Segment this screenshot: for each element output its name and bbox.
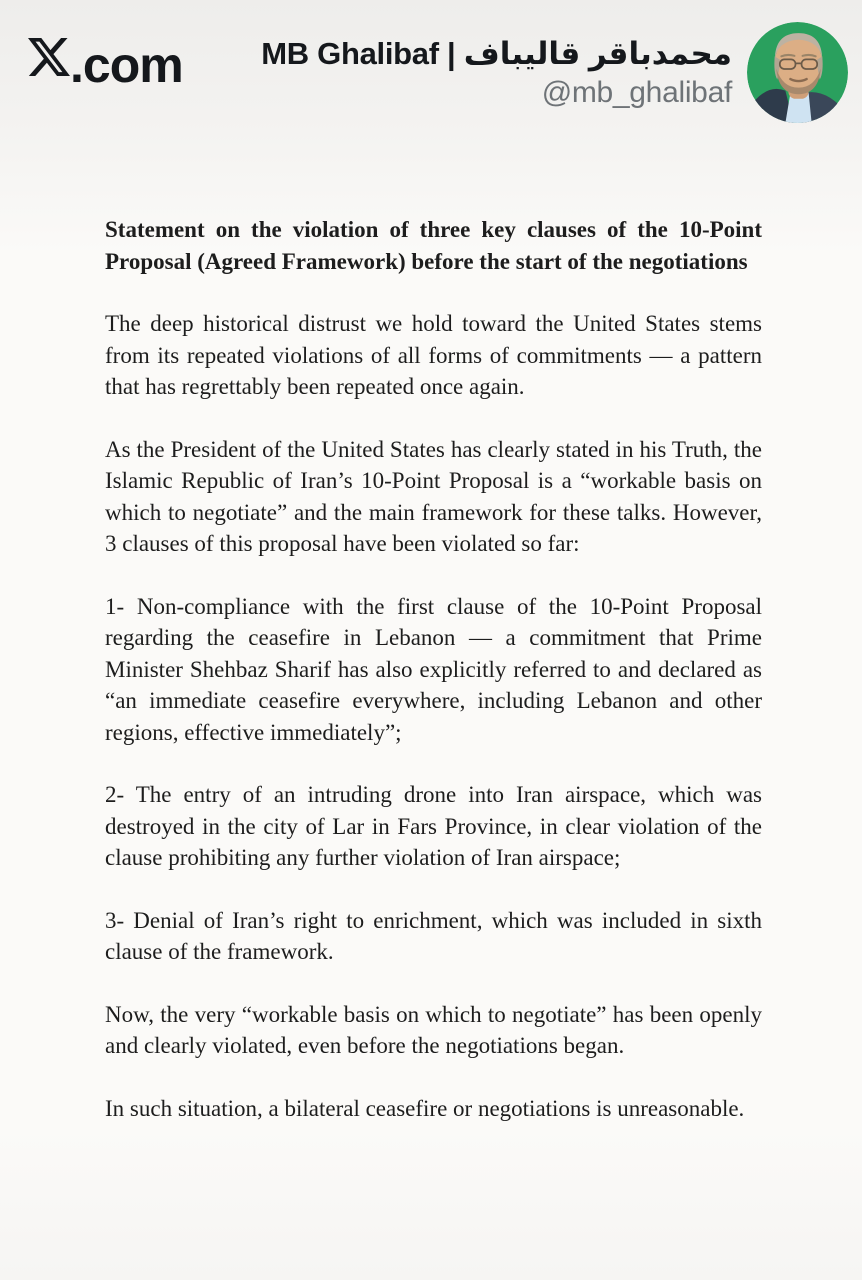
post-header: [0, 0, 862, 140]
x-com-logo: [28, 36, 183, 93]
statement-title: Statement on the violation of three key clauses of the 10-Point Proposal (Agreed Framework) before the start of the negotiations: [105, 217, 762, 274]
user-block: [261, 22, 848, 123]
statement-document: [105, 140, 762, 1124]
statement-paragraph: In such situation, a bilateral ceasefire or negotiations is unreasonable.: [105, 1095, 745, 1121]
avatar: [747, 22, 848, 123]
statement-paragraph: Now, the very “workable basis on which to negotiate” has been openly and clearly violated, even before the negotiations began.: [105, 1001, 762, 1058]
x-logo-icon: [28, 36, 70, 78]
statement-paragraph: As the President of the United States has clearly stated in his Truth, the Islamic Republic of Iran’s 10-Point Proposal is a “workable basis on which to negotiate” and the main framework for these talks. However, 3 clauses of this proposal have been violated so far:: [105, 436, 762, 556]
user-handle: @mb_ghalibaf: [541, 76, 732, 110]
display-name: MB Ghalibaf | محمدباقر قالیباف: [261, 35, 732, 71]
statement-paragraph: 1- Non-compliance with the first clause of the 10-Point Proposal regarding the ceasefire in Lebanon — a commitment that Prime Minister Shehbaz Sharif has also explicitly referred to and declared as “an immediate ceasefire everywhere, including Lebanon and other regions, effective immediately”;: [105, 593, 762, 745]
user-names: [261, 33, 732, 113]
logo-suffix-text: .com: [70, 37, 183, 93]
statement-body: [105, 308, 762, 1124]
avatar-portrait-image: [747, 22, 848, 123]
statement-paragraph: The deep historical distrust we hold toward the United States stems from its repeated violations of all forms of commitments — a pattern that has regrettably been repeated once again.: [105, 311, 762, 399]
statement-paragraph: 2- The entry of an intruding drone into Iran airspace, which was destroyed in the city of Lar in Fars Province, in clear violation of the clause prohibiting any further violation of Iran airspace;: [105, 782, 762, 870]
statement-paragraph: 3- Denial of Iran’s right to enrichment, which was included in sixth clause of the framework.: [105, 907, 762, 964]
